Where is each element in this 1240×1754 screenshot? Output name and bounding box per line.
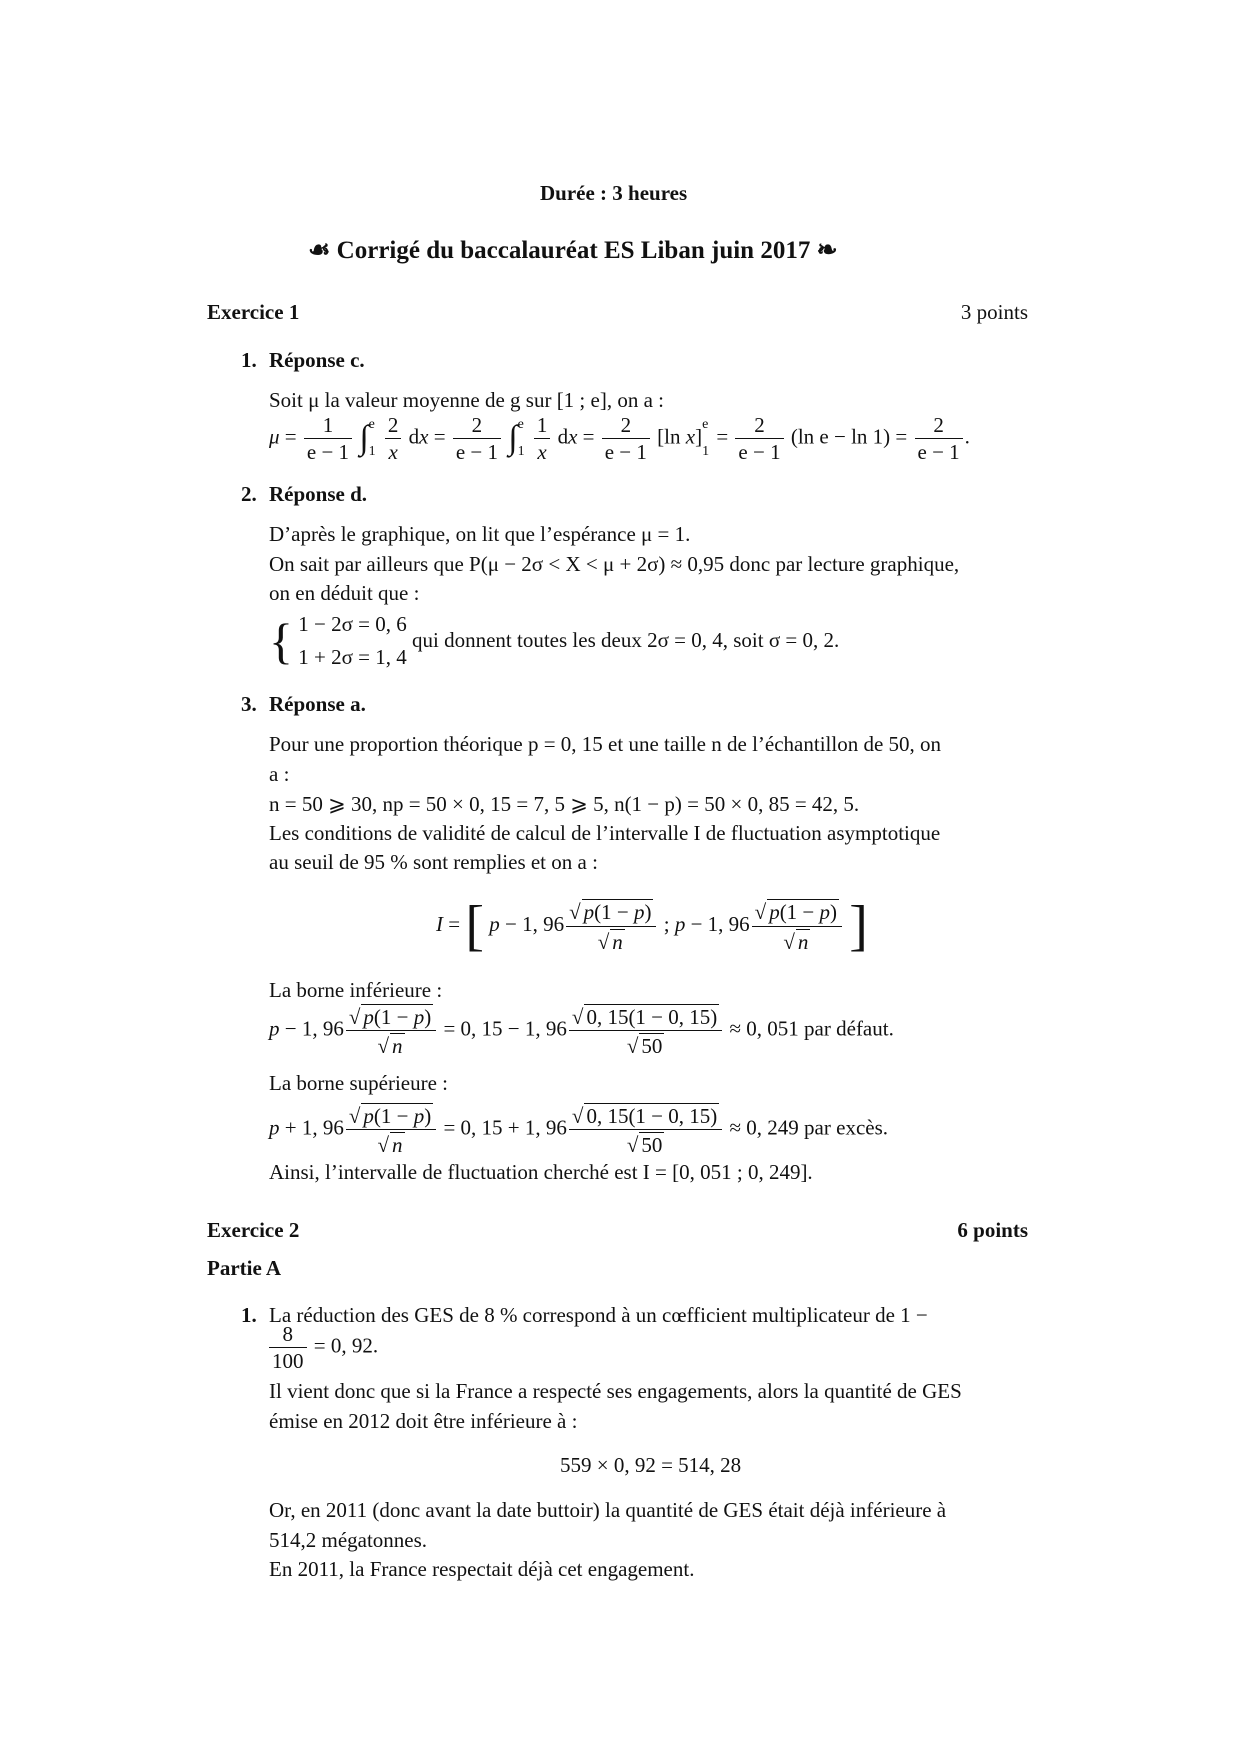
fluctuation-interval-formula: I = [ p − 1, 96 $\frac{√ p(1 - p)}{√ n}$ ; p − 1, 96 $\frac{√ p(1 - p)}{√ n}$ ] bbox=[436, 895, 868, 957]
exercise-1-heading: Exercice 1 bbox=[207, 300, 300, 324]
system-row-2: 1 + 2σ = 1, 4 bbox=[298, 644, 407, 669]
lower-bound-formula: p − 1, 96 $\frac{√ p(1 - p)}{√ n}$ = 0, 15 − 1, 96 $\frac{√ 0, 15(1 - 0, 15)}{√ 50}$ ≈ 0, 051 par défaut. bbox=[269, 1005, 894, 1059]
question-3-line-5: au seuil de 95 % sont remplies et on a : bbox=[269, 850, 598, 874]
page-title bbox=[308, 238, 838, 263]
part-a-heading: Partie A bbox=[207, 1256, 282, 1280]
question-3-number: 3. bbox=[241, 692, 257, 716]
question-3-line-3: n = 50 ⩾ 30, np = 50 × 0, 15 = 7, 5 ⩾ 5, n(1 − p) = 50 × 0, 85 = 42, 5. bbox=[269, 792, 860, 816]
lower-bound-label: La borne inférieure : bbox=[269, 978, 443, 1002]
ornament-left-icon: ☙ bbox=[308, 237, 331, 264]
equation-system bbox=[269, 608, 839, 673]
ex2-question-1-line-5: Or, en 2011 (donc avant la date buttoir) la quantité de GES était déjà inférieure à bbox=[269, 1498, 947, 1522]
exercise-1-points: 3 points bbox=[960, 300, 1028, 324]
question-3-answer: Réponse a. bbox=[269, 692, 366, 716]
exercise-2-heading: Exercice 2 bbox=[207, 1218, 300, 1242]
exercise-2-points: 6 points bbox=[957, 1218, 1028, 1242]
ex2-question-1-number: 1. bbox=[241, 1303, 257, 1327]
duration: Durée : 3 heures bbox=[540, 181, 688, 205]
question-2-line-2: On sait par ailleurs que P(μ − 2σ < X < μ + 2σ) ≈ 0,95 donc par lecture graphique, bbox=[269, 552, 960, 576]
question-2-answer: Réponse d. bbox=[269, 482, 368, 506]
question-2-line-1: D’après le graphique, on lit que l’espérance μ = 1. bbox=[269, 522, 691, 546]
question-1-number: 1. bbox=[241, 348, 257, 372]
question-1-intro: Soit μ la valeur moyenne de g sur [1 ; e], on a : bbox=[269, 388, 664, 412]
system-conclusion: qui donnent toutes les deux 2σ = 0, 4, soit σ = 0, 2. bbox=[412, 628, 840, 653]
question-1-answer: Réponse c. bbox=[269, 348, 365, 372]
question-3-line-2: a : bbox=[269, 762, 290, 786]
question-2-number: 2. bbox=[241, 482, 257, 506]
ex2-question-1-line-7: En 2011, la France respectait déjà cet engagement. bbox=[269, 1557, 695, 1581]
upper-bound-formula: p + 1, 96 $\frac{√ p(1 - p)}{√ n}$ = 0, 15 + 1, 96 $\frac{√ 0, 15(1 - 0, 15)}{√ 50}$ ≈ 0, 249 par excès. bbox=[269, 1104, 889, 1158]
ex2-question-1-line-2: $\frac{8}{100}$ = 0, 92. bbox=[269, 1323, 378, 1372]
question-1-formula: μ = $\frac{1}{e - 1}$ ∫e 1 $\frac{2}{x}$ dx = $\frac{2}{e - 1}$ ∫e 1 $\frac{1}{x}$ dx = $\frac{2}{e - 1}$ [ln x]e 1 = $\frac{2}{e - 1}$ (ln e − ln 1) = $\frac{2}{e - 1}$ . bbox=[269, 413, 970, 465]
question-3-conclusion: Ainsi, l’intervalle de fluctuation cherché est I = [0, 051 ; 0, 249]. bbox=[269, 1160, 813, 1184]
ex2-question-1-line-3: Il vient donc que si la France a respecté ses engagements, alors la quantité de GES bbox=[269, 1379, 962, 1403]
upper-bound-label: La borne supérieure : bbox=[269, 1071, 449, 1095]
ex2-question-1-line-4: émise en 2012 doit être inférieure à : bbox=[269, 1409, 578, 1433]
question-2-line-3: on en déduit que : bbox=[269, 581, 420, 605]
question-3-line-1: Pour une proportion théorique p = 0, 15 et une taille n de l’échantillon de 50, on bbox=[269, 732, 942, 756]
ex2-question-1-line-6: 514,2 mégatonnes. bbox=[269, 1528, 428, 1552]
ex2-question-1-line-1: La réduction des GES de 8 % correspond à un cœfficient multiplicateur de 1 − bbox=[269, 1303, 928, 1327]
question-3-line-4: Les conditions de validité de calcul de l’intervalle I de fluctuation asymptotique bbox=[269, 821, 941, 845]
system-row-1: 1 − 2σ = 0, 6 bbox=[298, 612, 407, 636]
brace-icon: { bbox=[269, 612, 293, 669]
title-text: Corrigé du baccalauréat ES Liban juin 2017 bbox=[336, 237, 811, 264]
ex2-question-1-centered-formula: 559 × 0, 92 = 514, 28 bbox=[560, 1453, 742, 1477]
ornament-right-icon: ❧ bbox=[816, 237, 838, 264]
